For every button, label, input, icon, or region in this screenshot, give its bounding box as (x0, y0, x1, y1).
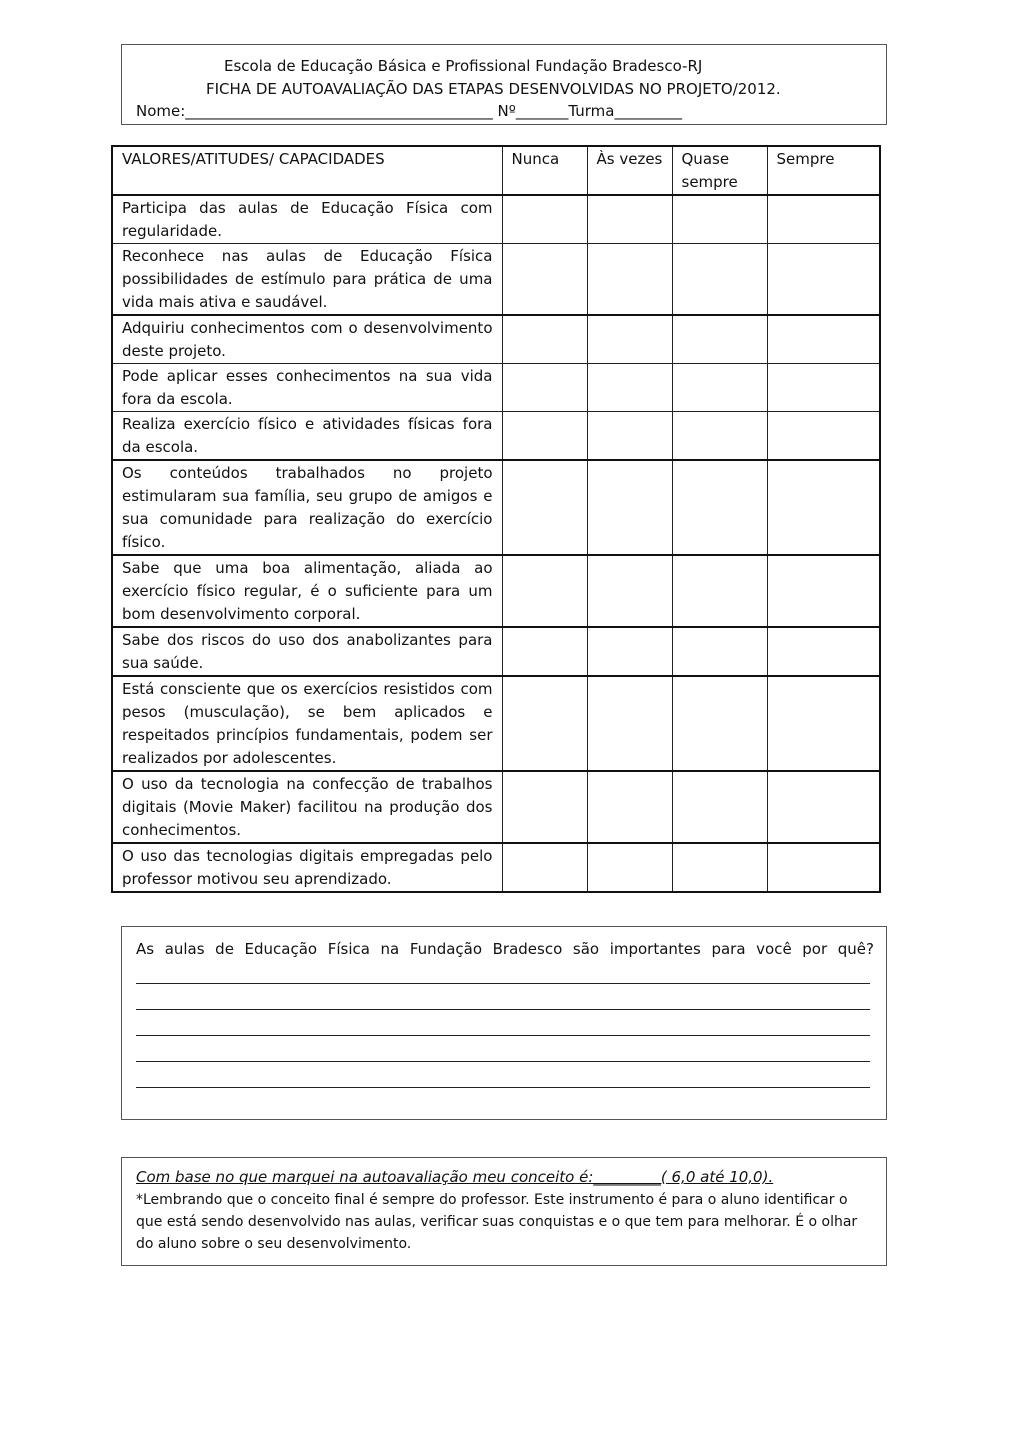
criterion-text: Adquiriu conhecimentos com o desenvolvimento deste projeto. (112, 315, 502, 364)
table-row (112, 555, 880, 627)
answer-cell-nunca[interactable] (502, 315, 587, 364)
table-row (112, 195, 880, 244)
header-box (121, 44, 887, 125)
answer-cell-quase-sempre[interactable] (672, 195, 767, 244)
answer-cell-quase-sempre[interactable] (672, 460, 767, 555)
answer-cell-sempre[interactable] (767, 843, 880, 892)
column-header-nunca: Nunca (502, 146, 587, 195)
answer-cell-as-vezes[interactable] (587, 676, 672, 771)
answer-cell-sempre[interactable] (767, 771, 880, 843)
table-row (112, 676, 880, 771)
criterion-text: Os conteúdos trabalhados no projeto estimularam sua família, seu grupo de amigos e sua comunidade para realização do exercício físico. (112, 460, 502, 555)
answer-cell-nunca[interactable] (502, 364, 587, 412)
school-name: Escola de Educação Básica e Profissional Fundação Bradesco-RJ (224, 57, 703, 75)
answer-cell-quase-sempre[interactable] (672, 315, 767, 364)
criterion-text: Sabe dos riscos do uso dos anabolizantes para sua saúde. (112, 627, 502, 676)
answer-cell-sempre[interactable] (767, 627, 880, 676)
answer-cell-as-vezes[interactable] (587, 412, 672, 461)
answer-cell-nunca[interactable] (502, 412, 587, 461)
answer-cell-sempre[interactable] (767, 244, 880, 316)
answer-line[interactable] (136, 1035, 870, 1036)
answer-cell-as-vezes[interactable] (587, 315, 672, 364)
answer-cell-quase-sempre[interactable] (672, 412, 767, 461)
answer-cell-as-vezes[interactable] (587, 771, 672, 843)
concept-note: *Lembrando que o conceito final é sempre do professor. Este instrumento é para o aluno identificar o que está sendo desenvolvido nas aulas, verificar suas conquistas e o que tem para melhorar. É o olhar do aluno sobre o seu desenvolvimento. (136, 1192, 858, 1252)
criterion-text: Pode aplicar esses conhecimentos na sua vida fora da escola. (112, 364, 502, 412)
table-row (112, 315, 880, 364)
column-header-criteria: VALORES/ATITUDES/ CAPACIDADES (112, 146, 502, 195)
answer-cell-quase-sempre[interactable] (672, 771, 767, 843)
question-box (121, 926, 887, 1120)
answer-cell-as-vezes[interactable] (587, 364, 672, 412)
criterion-text: Participa das aulas de Educação Física com regularidade. (112, 195, 502, 244)
answer-cell-sempre[interactable] (767, 460, 880, 555)
criterion-text: Sabe que uma boa alimentação, aliada ao exercício físico regular, é o suficiente para um bom desenvolvimento corporal. (112, 555, 502, 627)
answer-cell-nunca[interactable] (502, 771, 587, 843)
answer-cell-sempre[interactable] (767, 555, 880, 627)
table-row (112, 843, 880, 892)
criterion-text: O uso da tecnologia na confecção de trabalhos digitais (Movie Maker) facilitou na produção dos conhecimentos. (112, 771, 502, 843)
answer-cell-quase-sempre[interactable] (672, 364, 767, 412)
answer-cell-nunca[interactable] (502, 555, 587, 627)
answer-cell-quase-sempre[interactable] (672, 676, 767, 771)
answer-cell-quase-sempre[interactable] (672, 843, 767, 892)
answer-cell-sempre[interactable] (767, 676, 880, 771)
criterion-text: Reconhece nas aulas de Educação Física possibilidades de estímulo para prática de uma vida mais ativa e saudável. (112, 244, 502, 316)
answer-cell-nunca[interactable] (502, 676, 587, 771)
answer-cell-nunca[interactable] (502, 460, 587, 555)
answer-cell-nunca[interactable] (502, 843, 587, 892)
answer-cell-sempre[interactable] (767, 364, 880, 412)
evaluation-table (111, 145, 881, 893)
question-text: As aulas de Educação Física na Fundação Bradesco são importantes para você por quê? (136, 940, 874, 958)
answer-cell-quase-sempre[interactable] (672, 244, 767, 316)
concept-box (121, 1157, 887, 1266)
answer-cell-nunca[interactable] (502, 244, 587, 316)
table-row (112, 244, 880, 316)
answer-cell-as-vezes[interactable] (587, 555, 672, 627)
table-row (112, 460, 880, 555)
column-header-quase-sempre: Quase sempre (672, 146, 767, 195)
answer-cell-as-vezes[interactable] (587, 195, 672, 244)
answer-line[interactable] (136, 1061, 870, 1062)
answer-cell-sempre[interactable] (767, 412, 880, 461)
table-row (112, 364, 880, 412)
answer-cell-quase-sempre[interactable] (672, 627, 767, 676)
table-row (112, 771, 880, 843)
table-row (112, 412, 880, 461)
answer-cell-quase-sempre[interactable] (672, 555, 767, 627)
criterion-text: Realiza exercício físico e atividades físicas fora da escola. (112, 412, 502, 461)
answer-cell-sempre[interactable] (767, 315, 880, 364)
answer-line[interactable] (136, 1087, 870, 1088)
student-fields[interactable]: Nome:_________________________________________ Nº_______Turma_________ (136, 102, 682, 120)
criterion-text: Está consciente que os exercícios resistidos com pesos (musculação), se bem aplicados e respeitados princípios fundamentais, podem ser realizados por adolescentes. (112, 676, 502, 771)
answer-cell-nunca[interactable] (502, 627, 587, 676)
concept-line[interactable]: Com base no que marquei na autoavaliação meu conceito é:_________( 6,0 até 10,0). (136, 1168, 774, 1186)
answer-cell-sempre[interactable] (767, 195, 880, 244)
answer-cell-as-vezes[interactable] (587, 460, 672, 555)
form-title: FICHA DE AUTOAVALIAÇÃO DAS ETAPAS DESENVOLVIDAS NO PROJETO/2012. (206, 80, 781, 98)
answer-line[interactable] (136, 1009, 870, 1010)
answer-cell-nunca[interactable] (502, 195, 587, 244)
answer-cell-as-vezes[interactable] (587, 843, 672, 892)
answer-cell-as-vezes[interactable] (587, 627, 672, 676)
answer-cell-as-vezes[interactable] (587, 244, 672, 316)
column-header-as-vezes: Às vezes (587, 146, 672, 195)
table-row (112, 627, 880, 676)
answer-line[interactable] (136, 983, 870, 984)
column-header-sempre: Sempre (767, 146, 880, 195)
criterion-text: O uso das tecnologias digitais empregadas pelo professor motivou seu aprendizado. (112, 843, 502, 892)
table-header-row (112, 146, 880, 195)
